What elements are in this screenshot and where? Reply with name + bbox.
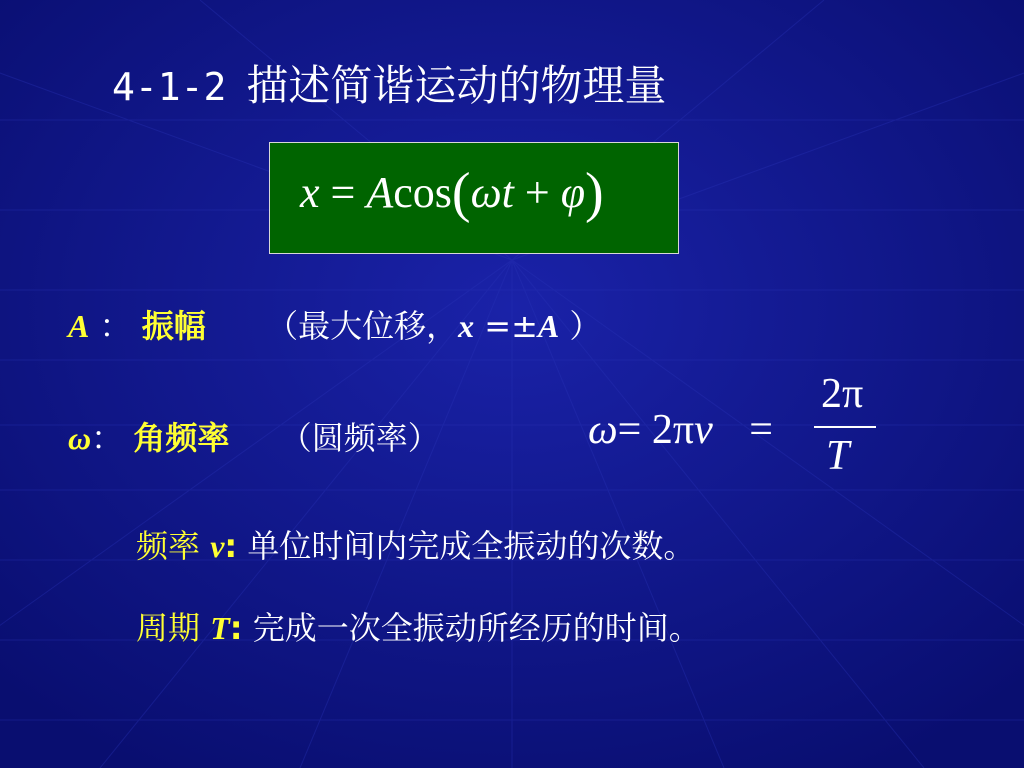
amplitude-note-open: （最大位移，: [266, 307, 459, 345]
formula-phi: φ: [560, 168, 586, 217]
fraction-numerator: 2π: [821, 371, 864, 417]
angular-frequency-name: 角频率: [133, 419, 230, 457]
amplitude-note-x: x: [458, 308, 475, 344]
title-text: 描述简谐运动的物理量: [246, 61, 667, 110]
amplitude-note-eq: =±: [474, 307, 538, 345]
omega-colon: ：: [91, 419, 124, 457]
formula-right-paren: ): [585, 162, 604, 224]
omega-formula: [588, 370, 888, 490]
amplitude-note-a: A: [537, 308, 560, 344]
formula-plus: +: [524, 168, 550, 217]
angular-frequency-row: [68, 416, 440, 460]
frequency-label: 频率: [136, 527, 201, 565]
omega-symbol: ω: [68, 420, 92, 456]
amplitude-name: 振幅: [141, 307, 206, 345]
frequency-text: 单位时间内完成全振动的次数。: [247, 527, 696, 565]
period-colon: :: [229, 609, 243, 647]
amplitude-colon: ：: [99, 307, 132, 345]
omega-formula-omega: ω: [588, 407, 618, 453]
omega-formula-2pi: = 2π: [617, 407, 695, 453]
frequency-symbol: ν: [210, 528, 225, 564]
section-number: 4-1-2: [112, 65, 227, 109]
angular-frequency-note: （圆频率）: [279, 419, 440, 457]
amplitude-symbol: A: [68, 308, 90, 344]
frequency-definition: [136, 524, 695, 568]
omega-formula-lhs: [588, 406, 773, 454]
period-label: 周期: [136, 609, 201, 647]
displacement-formula: [300, 163, 604, 223]
formula-omega-t: ωt: [470, 168, 514, 217]
formula-x: x: [300, 168, 320, 217]
displacement-formula-box: [269, 142, 679, 254]
formula-equals: =: [330, 168, 356, 217]
formula-left-paren: (: [451, 162, 471, 224]
formula-cos: cos: [393, 168, 452, 217]
slide-title: [112, 56, 666, 117]
amplitude-note-close: ）: [559, 307, 602, 345]
fraction-denominator: T: [826, 433, 850, 479]
omega-formula-nu: ν: [694, 407, 713, 453]
period-symbol: T: [210, 610, 230, 646]
period-text: 完成一次全振动所经历的时间。: [252, 609, 701, 647]
omega-formula-eq2: =: [749, 407, 773, 453]
formula-amplitude: A: [366, 168, 394, 217]
fraction-bar: [814, 426, 876, 428]
period-definition: [136, 606, 701, 650]
amplitude-row: [68, 304, 601, 348]
frequency-colon: :: [224, 527, 238, 565]
